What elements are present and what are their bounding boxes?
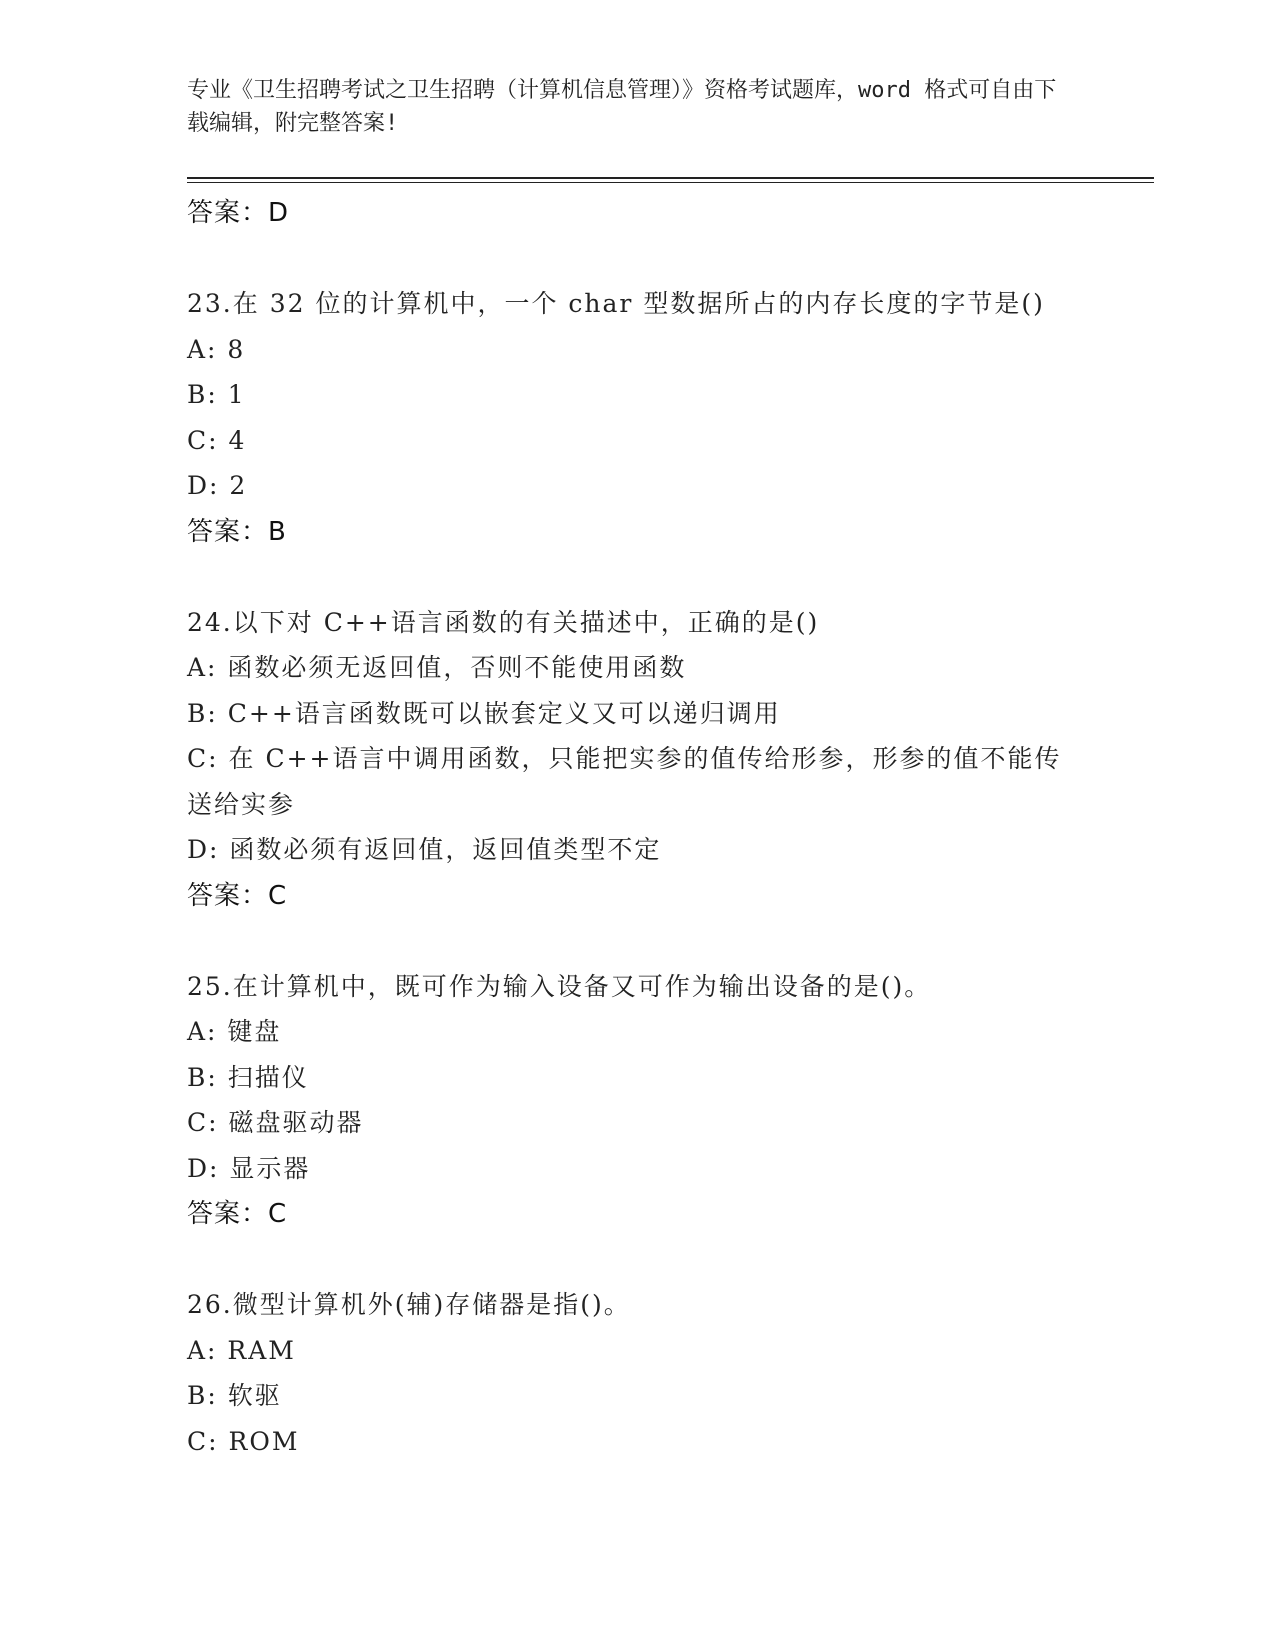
option-c: C: 磁盘驱动器 (187, 1108, 364, 1137)
option-c: C: 4 (187, 425, 247, 455)
question-26 (187, 1282, 1087, 1464)
question-stem: 26.微型计算机外(辅)存储器是指()。 (187, 1290, 631, 1319)
option-a: A: 键盘 (187, 1017, 282, 1046)
question-23 (187, 281, 1087, 555)
header-divider-thin (187, 182, 1154, 183)
question-25 (187, 964, 1087, 1238)
answer-line: 答案：C (187, 880, 288, 911)
question-list (187, 190, 1087, 1464)
answer-line: 答案：D (187, 198, 290, 228)
document-header: 专业《卫生招聘考试之卫生招聘（计算机信息管理）》资格考试题库，word 格式可自由下载编辑，附完整答案! (187, 78, 1057, 136)
option-b: B: 扫描仪 (187, 1062, 309, 1092)
option-a: A: RAM (187, 1335, 296, 1365)
question-stem: 24.以下对 C++语言函数的有关描述中，正确的是() (187, 607, 820, 637)
option-b: B: 1 (187, 380, 246, 409)
answer-line: 答案：B (187, 516, 287, 547)
question-24 (187, 600, 1087, 919)
option-d: D: 2 (187, 471, 248, 500)
answer-line: 答案：C (187, 1199, 288, 1229)
option-b: B: 软驱 (187, 1381, 282, 1410)
question-stem: 25.在计算机中，既可作为输入设备又可作为输出设备的是()。 (187, 971, 932, 1001)
option-a: A: 函数必须无返回值，否则不能使用函数 (187, 653, 687, 682)
option-a: A: 8 (187, 334, 246, 364)
option-d: D: 显示器 (187, 1153, 311, 1183)
option-c: C: 在 C++语言中调用函数，只能把实参的值传给形参，形参的值不能传送给实参 (187, 744, 1062, 819)
option-c: C: ROM (187, 1426, 300, 1456)
option-b: B: C++语言函数既可以嵌套定义又可以递归调用 (187, 698, 781, 728)
question-stem: 23.在 32 位的计算机中，一个 char 型数据所占的内存长度的字节是() (187, 289, 1045, 318)
header-divider (187, 177, 1154, 179)
option-d: D: 函数必须有返回值，返回值类型不定 (187, 835, 662, 864)
